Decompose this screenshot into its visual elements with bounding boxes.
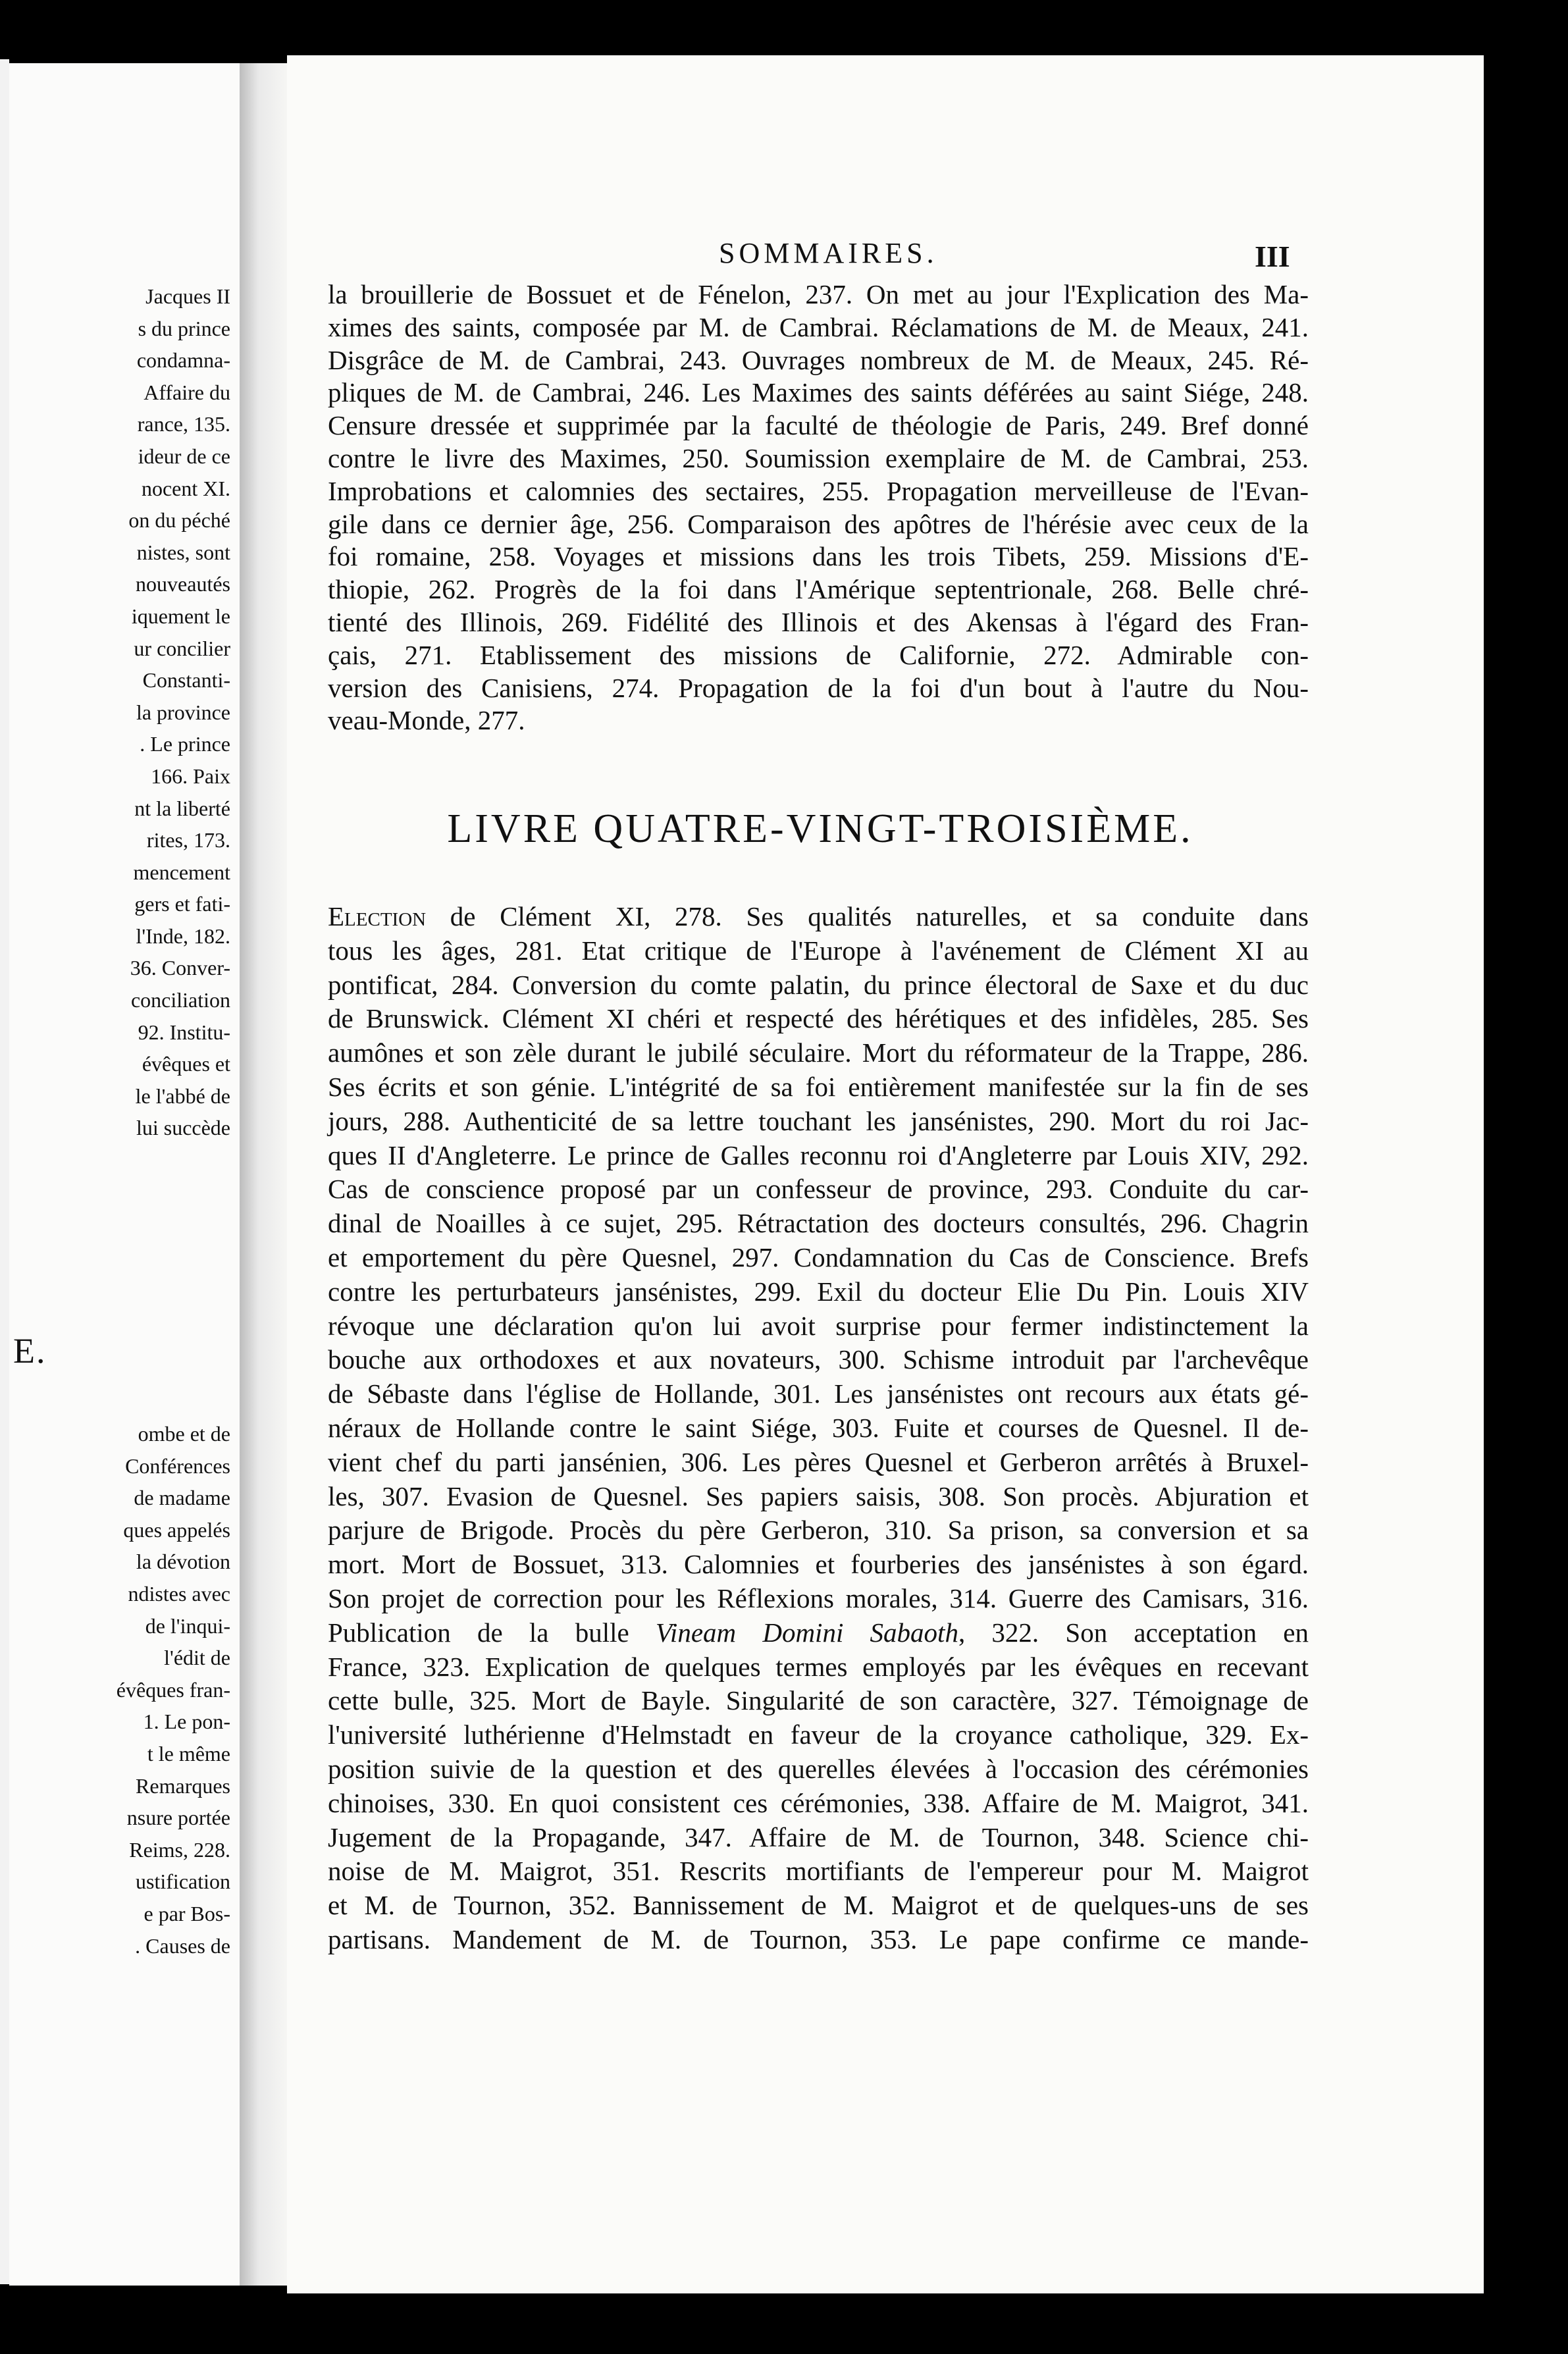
text-line: 36. Conver- — [130, 956, 230, 980]
book-summary — [328, 900, 1309, 1957]
text-line: vient chef du parti jansénien, 306. Les pères Quesnel et Gerberon arrêtés à Bruxel- — [328, 1446, 1309, 1477]
text-line: 166. Paix — [151, 764, 230, 788]
text-line: révoque une déclaration qu'on lui avoit surprise pour fermer indistinctement la — [328, 1310, 1309, 1341]
text-line: la dévotion — [136, 1550, 230, 1574]
text-line: évêques fran- — [116, 1677, 230, 1702]
text-line: la brouillerie de Bossuet et de Fénelon, 237. On met au jour l'Explication des Ma- — [328, 279, 1309, 309]
text-line: de l'inqui- — [145, 1613, 230, 1638]
text-line: nouveautés — [136, 572, 230, 596]
text-line: l'Inde, 182. — [136, 924, 230, 948]
text-line: iquement le — [131, 604, 230, 628]
text-line: Improbations et calomnies des sectaires, 255. Propagation merveilleuse de l'Evan- — [328, 475, 1309, 506]
text-line: . Causes de — [135, 1933, 230, 1958]
page-gutter — [240, 63, 287, 2286]
bull-line-after: , 322. Son acceptation en — [958, 1617, 1309, 1648]
text-line: ndistes avec — [128, 1581, 230, 1606]
text-line: gile dans ce dernier âge, 256. Comparaison des apôtres de l'hérésie avec ceux de la — [328, 508, 1309, 539]
summary-first-line: de Clément XI, 278. Ses qualités naturelles, et sa conduite dans — [426, 901, 1309, 931]
text-line: Jacques II — [145, 284, 230, 308]
text-line: nocent XI. — [141, 476, 230, 500]
text-line: ximes des saints, composée par M. de Cambrai. Réclamations de M. de Meaux, 241. — [328, 311, 1309, 342]
text-line: ques appelés — [123, 1517, 230, 1542]
previous-page-fragment — [9, 63, 241, 2286]
text-line: Ses écrits et son génie. L'intégrité de sa foi entièrement manifestée sur la fin de ses — [328, 1071, 1309, 1102]
previous-page-text-bottom — [13, 1418, 230, 1962]
text-line: Jugement de la Propagande, 347. Affaire de M. de Tournon, 348. Science chi- — [328, 1821, 1309, 1852]
text-line: ustification — [136, 1870, 230, 1894]
text-line: bouche aux orthodoxes et aux novateurs, 300. Schisme introduit par l'archevêque — [328, 1344, 1309, 1375]
text-line: Conférences — [125, 1453, 230, 1478]
text-line: gers et fati- — [134, 892, 230, 916]
text-line: mencement — [133, 860, 230, 884]
text-line: Disgrâce de M. de Cambrai, 243. Ouvrages nombreux de M. de Meaux, 245. Ré- — [328, 344, 1309, 375]
text-line: ques II d'Angleterre. Le prince de Galles reconnu roi d'Angleterre par Louis XIV, 292. — [328, 1139, 1309, 1170]
text-line: noise de M. Maigrot, 351. Rescrits mortifiants de l'empereur pour M. Maigrot — [328, 1856, 1309, 1887]
bull-line-before: Publication de la bulle — [328, 1617, 656, 1648]
text-line: contre les perturbateurs jansénistes, 299. Exil du docteur Elie Du Pin. Louis XIV — [328, 1276, 1309, 1307]
text-line: thiopie, 262. Progrès de la foi dans l'Amérique septentrionale, 268. Belle chré- — [328, 574, 1309, 605]
text-line: ombe et de — [138, 1422, 230, 1446]
text-line: pliques de M. de Cambrai, 246. Les Maximes des saints déférées au saint Siége, 248. — [328, 377, 1309, 408]
summary-lines — [328, 934, 1309, 1616]
book-title: LIVRE QUATRE-VINGT-TROISIÈME. — [447, 806, 1193, 851]
text-line: Cas de conscience proposé par un confesseur de province, 293. Conduite du car- — [328, 1174, 1309, 1205]
text-line: Affaire du — [144, 380, 230, 404]
text-line: ur concilier — [134, 636, 230, 660]
text-line: de Sébaste dans l'église de Hollande, 301. Les jansénistes ont recours aux états gé- — [328, 1378, 1309, 1409]
text-line: Reims, 228. — [129, 1837, 230, 1862]
text-line: conciliation — [130, 988, 230, 1012]
text-line: les, 307. Evasion de Quesnel. Ses papiers saisis, 308. Son procès. Abjuration et — [328, 1480, 1309, 1511]
text-line: aumônes et son zèle durant le jubilé séculaire. Mort du réformateur de la Trappe, 286. — [328, 1037, 1309, 1068]
text-line: chinoises, 330. En quoi consistent ces cérémonies, 338. Affaire de M. Maigrot, 341. — [328, 1787, 1309, 1818]
text-line: s du prince — [138, 316, 230, 340]
text-line: on du péché — [128, 508, 230, 533]
summary-line — [328, 900, 1309, 934]
summary-lead-word: Election — [328, 901, 427, 931]
text-line: Son projet de correction pour les Réflexions morales, 314. Guerre des Camisars, 316. — [328, 1582, 1309, 1613]
text-line: lui succède — [136, 1116, 230, 1140]
text-line: version des Canisiens, 274. Propagation de la foi d'un bout à l'autre du Nou- — [328, 672, 1309, 703]
text-line: jours, 288. Authenticité de sa lettre touchant les jansénistes, 290. Mort du roi Jac- — [328, 1105, 1309, 1136]
text-line: foi romaine, 258. Voyages et missions dans les trois Tibets, 259. Missions d'E- — [328, 541, 1309, 572]
summary-line-bull — [328, 1616, 1309, 1650]
text-line: 92. Institu- — [138, 1020, 230, 1044]
text-line: le l'abbé de — [135, 1084, 230, 1108]
text-line: évêques et — [142, 1052, 230, 1076]
page — [287, 55, 1484, 2293]
text-line: l'édit de — [164, 1646, 230, 1670]
text-line: . Le prince — [140, 732, 230, 756]
text-line: la province — [136, 700, 230, 724]
text-line: Censure dressée et supprimée par la faculté de théologie de Paris, 249. Bref donné — [328, 410, 1309, 441]
text-line: et emportement du père Quesnel, 297. Condamnation du Cas de Conscience. Brefs — [328, 1242, 1309, 1272]
scan-edge — [0, 59, 9, 2284]
summary-continued — [328, 278, 1309, 737]
page-number: III — [1255, 240, 1290, 273]
running-title: SOMMAIRES. — [719, 237, 938, 269]
text-line: ideur de ce — [138, 444, 230, 468]
text-line: de Brunswick. Clément XI chéri et respecté des hérétiques et des infidèles, 285. Ses — [328, 1003, 1309, 1034]
previous-page-heading: E. — [13, 1331, 47, 1371]
text-line: dinal de Noailles à ce sujet, 295. Rétractation des docteurs consultés, 296. Chagrin — [328, 1208, 1309, 1239]
running-head — [287, 236, 1484, 276]
text-line: tous les âges, 281. Etat critique de l'Europe à l'avénement de Clément XI au — [328, 935, 1309, 966]
text-line: Constanti- — [142, 668, 230, 693]
text-line: condamna- — [136, 348, 230, 373]
text-line: France, 323. Explication de quelques termes employés par les évêques en recevant — [328, 1651, 1309, 1682]
text-line: t le même — [147, 1741, 230, 1765]
text-line: partisans. Mandement de M. de Tournon, 353. Le pape confirme ce mande- — [328, 1923, 1309, 1954]
text-line: parjure de Brigode. Procès du père Gerberon, 310. Sa prison, sa conversion et sa — [328, 1515, 1309, 1546]
text-line: pontificat, 284. Conversion du comte palatin, du prince électoral de Saxe et du duc — [328, 969, 1309, 1000]
text-line: de madame — [134, 1486, 230, 1510]
text-line: nt la liberté — [134, 796, 230, 820]
text-line: nsure portée — [126, 1806, 230, 1830]
text-line: tienté des Illinois, 269. Fidélité des Illinois et des Akensas à l'égard des Fran- — [328, 606, 1309, 637]
text-line: cette bulle, 325. Mort de Bayle. Singularité de son caractère, 327. Témoignage de — [328, 1685, 1309, 1716]
text-line: contre le livre des Maximes, 250. Soumission exemplaire de M. de Cambrai, 253. — [328, 442, 1309, 473]
text-line: nistes, sont — [136, 540, 230, 564]
text-line: et M. de Tournon, 352. Bannissement de M. Maigrot et de quelques-uns de ses — [328, 1890, 1309, 1921]
text-line: l'université luthérienne d'Helmstadt en faveur de la croyance catholique, 329. Ex- — [328, 1719, 1309, 1750]
text-line: veau-Monde, 277. — [328, 705, 525, 736]
text-line: 1. Le pon- — [143, 1710, 230, 1734]
text-line: Remarques — [136, 1773, 230, 1798]
text-line: néraux de Hollande contre le saint Siége, 303. Fuite et courses de Quesnel. Il de- — [328, 1412, 1309, 1443]
text-line: e par Bos- — [144, 1901, 230, 1925]
text-line: rites, 173. — [146, 828, 230, 852]
summary-lines-end — [328, 1650, 1309, 1957]
previous-page-text-top — [13, 280, 230, 1144]
text-line: rance, 135. — [137, 412, 230, 436]
text-line: mort. Mort de Bossuet, 313. Calomnies et fourberies des jansénistes à son égard. — [328, 1549, 1309, 1580]
text-line: çais, 271. Etablissement des missions de Californie, 272. Admirable con- — [328, 639, 1309, 670]
bull-name: Vineam Domini Sabaoth — [655, 1617, 958, 1648]
text-line: position suivie de la question et des querelles élevées à l'occasion des cérémonies — [328, 1753, 1309, 1784]
